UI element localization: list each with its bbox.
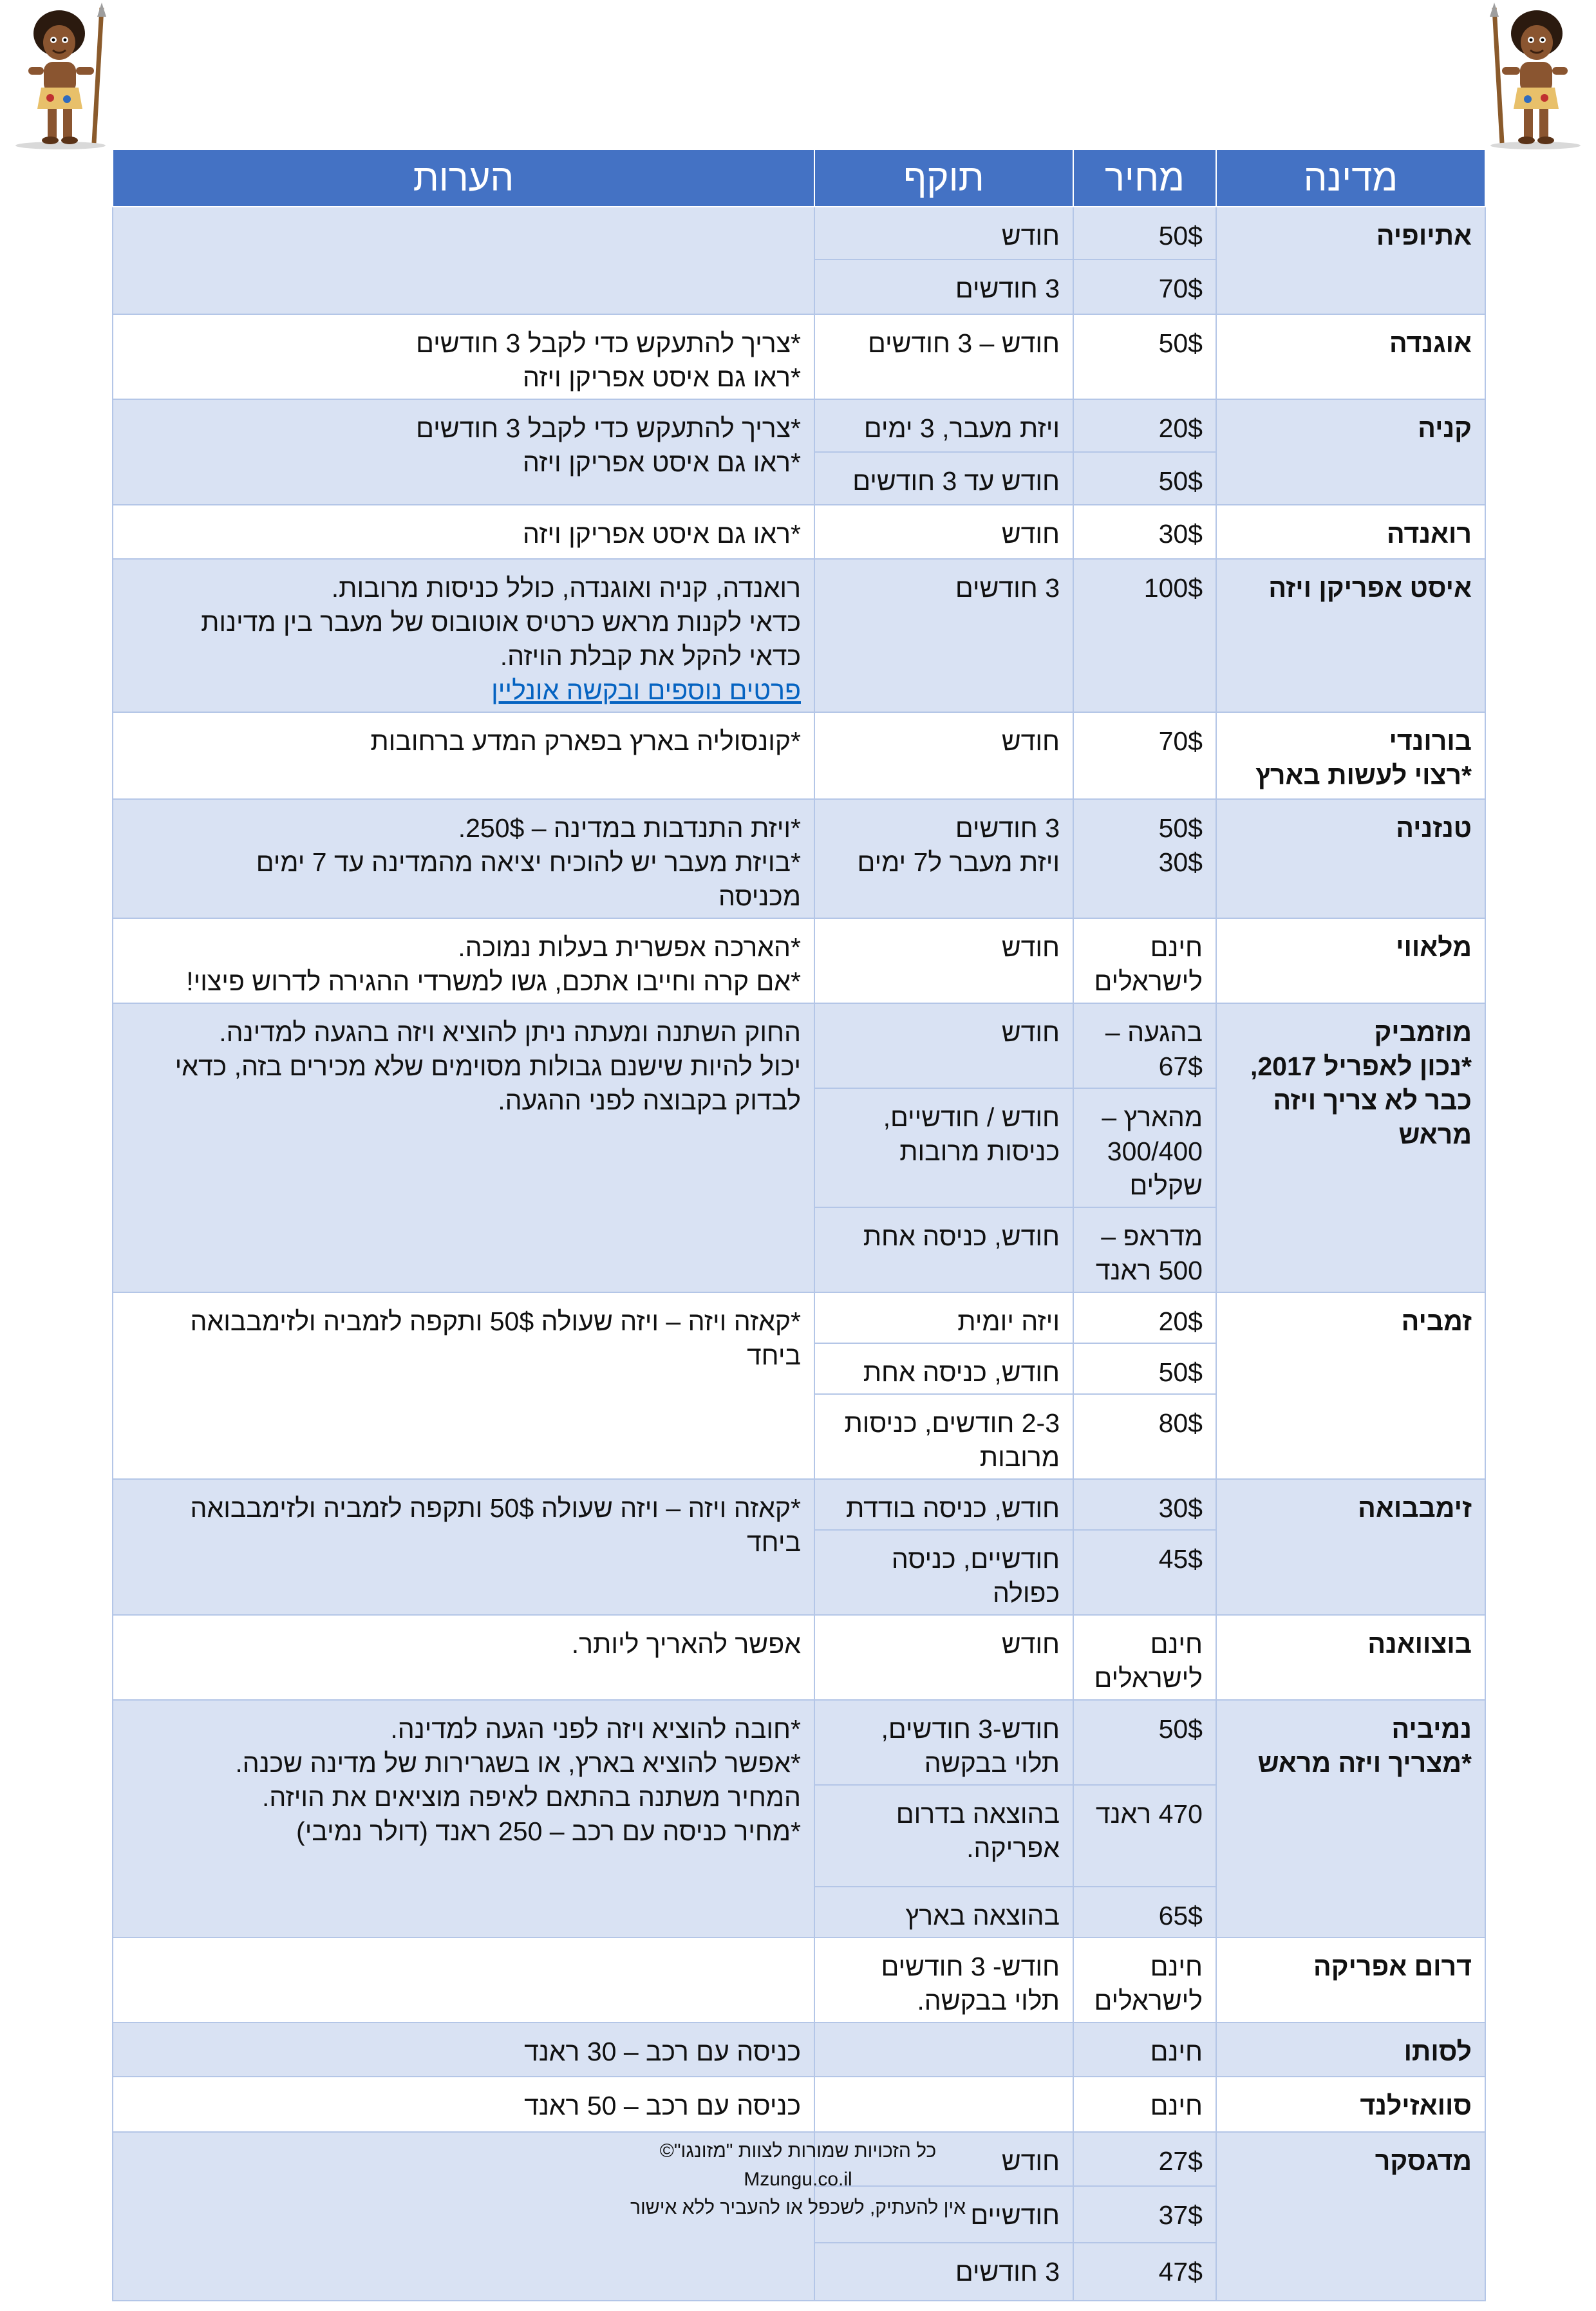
table-row <box>113 799 1485 918</box>
row-group-namibia <box>113 1700 1485 1938</box>
table-row <box>113 712 1485 799</box>
note-line: כדאי להקל את קבלת הויזה. <box>500 641 801 671</box>
notes-cell <box>113 1292 814 1479</box>
no-copy-notice: אין להעתיק, לשכפל או להעביר ללא אישור <box>630 2197 966 2218</box>
price-cell: 50$ <box>1073 314 1216 399</box>
price-cell <box>1073 1088 1216 1207</box>
price-cell: חינם <box>1073 2023 1216 2077</box>
price-cell: 470 ראנד <box>1073 1785 1216 1887</box>
row-group-rwanda <box>113 505 1485 559</box>
validity-line: ויזת מעבר ל7 ימים <box>857 847 1060 877</box>
country-name: בורונדי <box>1389 726 1472 756</box>
validity-cell <box>814 1700 1073 1785</box>
notes-cell <box>113 1700 814 1938</box>
notes-cell <box>113 918 814 1003</box>
validity-cell: חודש <box>814 918 1073 1003</box>
row-group-uganda <box>113 314 1485 399</box>
note-line: *מחיר כניסה עם רכב – 250 ראנד (דולר נמיבי) <box>296 1816 801 1846</box>
country-cell: איסט אפריקן ויזה <box>1216 559 1485 712</box>
price-line: 500 ראנד <box>1095 1256 1203 1285</box>
notes-cell <box>113 399 814 505</box>
validity-cell: חודש <box>814 207 1073 259</box>
row-group-kenya <box>113 399 1485 505</box>
notes-cell: *ראו גם איסט אפריקן ויזה <box>113 505 814 559</box>
validity-cell: חודש עד 3 חודשים <box>814 452 1073 505</box>
validity-cell: 3 חודשים <box>814 259 1073 314</box>
table-row <box>113 2023 1485 2077</box>
price-line: חינם <box>1150 932 1203 962</box>
validity-cell: בהוצאה בארץ <box>814 1887 1073 1938</box>
price-cell: 50$ <box>1073 207 1216 259</box>
price-line: לישראלים <box>1094 1986 1203 2015</box>
country-cell <box>1216 1003 1485 1292</box>
price-cell: 100$ <box>1073 559 1216 712</box>
price-line: לישראלים <box>1094 967 1203 996</box>
row-group-zambia <box>113 1292 1485 1479</box>
table-row <box>113 2077 1485 2132</box>
price-cell: 47$ <box>1073 2243 1216 2301</box>
price-line: 67$ <box>1158 1052 1203 1081</box>
notes-cell: כניסה עם רכב – 50 ראנד <box>113 2077 814 2132</box>
notes-cell: כניסה עם רכב – 30 ראנד <box>113 2023 814 2077</box>
price-cell <box>1073 918 1216 1003</box>
price-cell: 45$ <box>1073 1530 1216 1615</box>
row-group-south-africa <box>113 1938 1485 2023</box>
notes-cell <box>113 1003 814 1292</box>
validity-cell: חודש <box>814 1615 1073 1700</box>
header-country: מדינה <box>1216 149 1485 207</box>
country-name: מוזמביק <box>1374 1017 1472 1047</box>
price-cell: 65$ <box>1073 1887 1216 1938</box>
notes-cell: אפשר להאריך ליותר. <box>113 1615 814 1700</box>
validity-cell <box>814 799 1073 918</box>
country-note: כבר לא צריך ויזה <box>1273 1086 1472 1115</box>
table-header-row <box>113 149 1485 207</box>
note-line: ביחד <box>746 1341 801 1370</box>
price-cell: 50$ <box>1073 1343 1216 1394</box>
header-notes: הערות <box>113 149 814 207</box>
notes-cell <box>113 314 814 399</box>
row-group-botswana <box>113 1615 1485 1700</box>
row-group-mozambique <box>113 1003 1485 1292</box>
country-cell: מדגסקר <box>1216 2132 1485 2301</box>
footer <box>0 2137 1596 2222</box>
note-line: *בויזת מעבר יש להוכיח יציאה מהמדינה עד 7 ימים <box>256 847 801 877</box>
price-line: חינם <box>1150 1952 1203 1981</box>
table-row <box>113 505 1485 559</box>
row-group-malawi <box>113 918 1485 1003</box>
notes-cell <box>113 559 814 712</box>
notes-cell <box>113 207 814 314</box>
header-validity: תוקף <box>814 149 1073 207</box>
validity-cell: חודש <box>814 2132 1073 2186</box>
table-row <box>113 1938 1485 2023</box>
validity-cell <box>814 1088 1073 1207</box>
validity-line: חודש- 3 חודשים <box>881 1952 1060 1981</box>
note-line: *ויזת התנדבות במדינה – 250$. <box>458 813 801 843</box>
validity-cell: חודשיים <box>814 2186 1073 2243</box>
table-row <box>113 1003 1485 1088</box>
row-group-swaziland <box>113 2077 1485 2132</box>
validity-line: חודש-3 חודשים, <box>881 1714 1060 1744</box>
validity-cell: 3 חודשים <box>814 2243 1073 2301</box>
mascot-logo-right <box>1480 3 1591 151</box>
row-group-burundi <box>113 712 1485 799</box>
note-line: מכניסה <box>718 882 801 911</box>
price-line: 30$ <box>1158 847 1203 877</box>
notes-cell: *קונסוליה בארץ בפארק המדע ברחובות <box>113 712 814 799</box>
note-line: כדאי לקנות מראש כרטיס אוטובוס של מעבר בין מדינות <box>201 607 801 637</box>
validity-line: אפריקה. <box>966 1833 1060 1863</box>
price-cell <box>1073 1207 1216 1292</box>
country-cell: סוואזילנד <box>1216 2077 1485 2132</box>
price-cell: 20$ <box>1073 1292 1216 1343</box>
validity-cell: ויזה יומית <box>814 1292 1073 1343</box>
validity-cell: חודש <box>814 505 1073 559</box>
country-cell <box>1216 712 1485 799</box>
price-line: 50$ <box>1158 813 1203 843</box>
country-note: *מצריך ויזה מראש <box>1257 1748 1472 1778</box>
price-cell: 30$ <box>1073 1479 1216 1530</box>
validity-cell: חודש – 3 חודשים <box>814 314 1073 399</box>
table-row <box>113 1615 1485 1700</box>
country-cell: רואנדה <box>1216 505 1485 559</box>
validity-cell: חודש <box>814 712 1073 799</box>
price-line: שקלים <box>1129 1171 1203 1200</box>
price-cell: 70$ <box>1073 712 1216 799</box>
note-line: *הארכה אפשרית בעלות נמוכה. <box>458 932 801 962</box>
note-line: המחיר משתנה בהתאם לאיפה מוציאים את הויזה. <box>261 1782 801 1812</box>
price-line: חינם <box>1150 1629 1203 1659</box>
price-cell: 20$ <box>1073 399 1216 452</box>
validity-cell: חודש, כניסה אחת <box>814 1207 1073 1292</box>
table-row <box>113 918 1485 1003</box>
table-row <box>113 1700 1485 1785</box>
table-row <box>113 399 1485 452</box>
note-line: החוק השתנה ומעתה ניתן להוציא ויזה בהגעה למדינה. <box>219 1017 801 1047</box>
visa-table <box>112 149 1486 2301</box>
note-line: *אפשר להוציא בארץ, או בשגרירות של מדינה שכנה. <box>235 1748 801 1778</box>
validity-line: תלוי בבקשה <box>924 1748 1060 1778</box>
price-cell: 50$ <box>1073 1700 1216 1785</box>
mascot-icon <box>5 3 116 151</box>
notes-cell <box>113 799 814 918</box>
validity-line: 2-3 חודשים, כניסות <box>844 1408 1060 1438</box>
validity-cell <box>814 1394 1073 1479</box>
row-group-lesotho <box>113 2023 1485 2077</box>
country-cell: בוצוואנה <box>1216 1615 1485 1700</box>
note-line: *צריך להתעקש כדי לקבל 3 חודשים <box>416 413 801 443</box>
country-cell: דרום אפריקה <box>1216 1938 1485 2023</box>
price-cell <box>1073 1003 1216 1088</box>
note-line: ביחד <box>746 1527 801 1557</box>
note-line: רואנדה, קניה ואוגנדה, כולל כניסות מרובות. <box>331 573 801 603</box>
validity-cell <box>814 1785 1073 1887</box>
note-line: *חובה להוציא ויזה לפני הגעה למדינה. <box>390 1714 801 1744</box>
validity-cell: ויזת מעבר, 3 ימים <box>814 399 1073 452</box>
country-note: *נכון לאפריל 2017, <box>1250 1052 1472 1081</box>
website-text: Mzungu.co.il <box>744 2169 852 2190</box>
validity-line: כניסות מרובות <box>899 1137 1060 1166</box>
notes-cell <box>113 1938 814 2023</box>
table-row <box>113 314 1485 399</box>
row-group-east-african-visa <box>113 559 1485 712</box>
note-line: *אם קרה וחייבו אתכם, גשו למשרדי ההגירה לדרוש פיצוי! <box>186 967 801 996</box>
note-line: *צריך להתעקש כדי לקבל 3 חודשים <box>416 328 801 358</box>
price-cell: 30$ <box>1073 505 1216 559</box>
validity-cell: חודש, כניסה בודדת <box>814 1479 1073 1530</box>
price-cell: חינם <box>1073 2077 1216 2132</box>
validity-cell: 3 חודשים <box>814 559 1073 712</box>
price-cell: 80$ <box>1073 1394 1216 1479</box>
table-row <box>113 559 1485 712</box>
details-online-link[interactable]: פרטים נוספים ובקשה אונליין <box>491 675 801 705</box>
country-note: מראש <box>1398 1120 1472 1149</box>
price-cell: 70$ <box>1073 259 1216 314</box>
country-cell: מלאווי <box>1216 918 1485 1003</box>
notes-cell <box>113 1479 814 1615</box>
note-line: *ראו גם איסט אפריקן ויזה <box>522 363 801 392</box>
price-cell: 37$ <box>1073 2186 1216 2243</box>
validity-cell <box>814 2077 1073 2132</box>
country-cell <box>1216 1700 1485 1938</box>
validity-line: בהוצאה בדרום <box>896 1799 1060 1829</box>
validity-line: תלוי בבקשה. <box>917 1986 1060 2015</box>
country-cell: זמביה <box>1216 1292 1485 1479</box>
country-cell: לסותו <box>1216 2023 1485 2077</box>
row-group-ethiopia <box>113 207 1485 314</box>
mascot-logo-left <box>5 3 116 151</box>
row-group-zimbabwe <box>113 1479 1485 1615</box>
price-cell <box>1073 1938 1216 2023</box>
price-line: לישראלים <box>1094 1663 1203 1693</box>
note-line: לבדוק בקבוצה לפני ההגעה. <box>498 1086 801 1115</box>
validity-cell <box>814 2023 1073 2077</box>
header-price: מחיר <box>1073 149 1216 207</box>
copyright-text: כל הזכויות שמורות לצוות "מזונגו"© <box>659 2140 937 2162</box>
validity-cell <box>814 1938 1073 2023</box>
country-name: נמיביה <box>1391 1714 1472 1744</box>
note-line: *ראו גם איסט אפריקן ויזה <box>522 448 801 477</box>
validity-line: 3 חודשים <box>955 813 1060 843</box>
validity-line: חודש / חודשיים, <box>883 1102 1060 1132</box>
price-line: מדראפ – <box>1101 1222 1203 1251</box>
note-line: *קאזה ויזה – ויזה שעולה 50$ ותקפה לזמביה ולזימבבואה <box>190 1306 801 1336</box>
price-line: בהגעה – <box>1105 1017 1203 1047</box>
row-group-tanzania <box>113 799 1485 918</box>
validity-line: כפולה <box>992 1578 1060 1608</box>
table-row <box>113 1292 1485 1343</box>
table-row <box>113 207 1485 259</box>
validity-line: מרובות <box>979 1442 1060 1472</box>
validity-cell: חודש <box>814 1003 1073 1088</box>
validity-cell: חודש, כניסה אחת <box>814 1343 1073 1394</box>
country-note: *רצוי לעשות בארץ <box>1255 760 1472 790</box>
validity-cell <box>814 1530 1073 1615</box>
country-name: אתיופיה <box>1376 221 1472 250</box>
price-cell <box>1073 799 1216 918</box>
price-line: מהארץ – <box>1102 1102 1203 1132</box>
validity-line: חודשיים, כניסה <box>891 1544 1060 1574</box>
price-cell: 27$ <box>1073 2132 1216 2186</box>
country-cell: קניה <box>1216 399 1485 505</box>
price-cell <box>1073 1615 1216 1700</box>
country-cell: טנזניה <box>1216 799 1485 918</box>
country-cell: זימבבואה <box>1216 1479 1485 1615</box>
country-cell <box>1216 207 1485 314</box>
price-line: 300/400 <box>1107 1137 1203 1166</box>
table-row <box>113 1479 1485 1530</box>
note-line: *קאזה ויזה – ויזה שעולה 50$ ותקפה לזמביה ולזימבבואה <box>190 1493 801 1523</box>
note-line: יכול להיות שישנם גבולות מסוימים שלא מכירים בזה, כדאי <box>174 1052 801 1081</box>
country-cell: אוגנדה <box>1216 314 1485 399</box>
price-cell: 50$ <box>1073 452 1216 505</box>
mascot-icon <box>1480 3 1591 151</box>
